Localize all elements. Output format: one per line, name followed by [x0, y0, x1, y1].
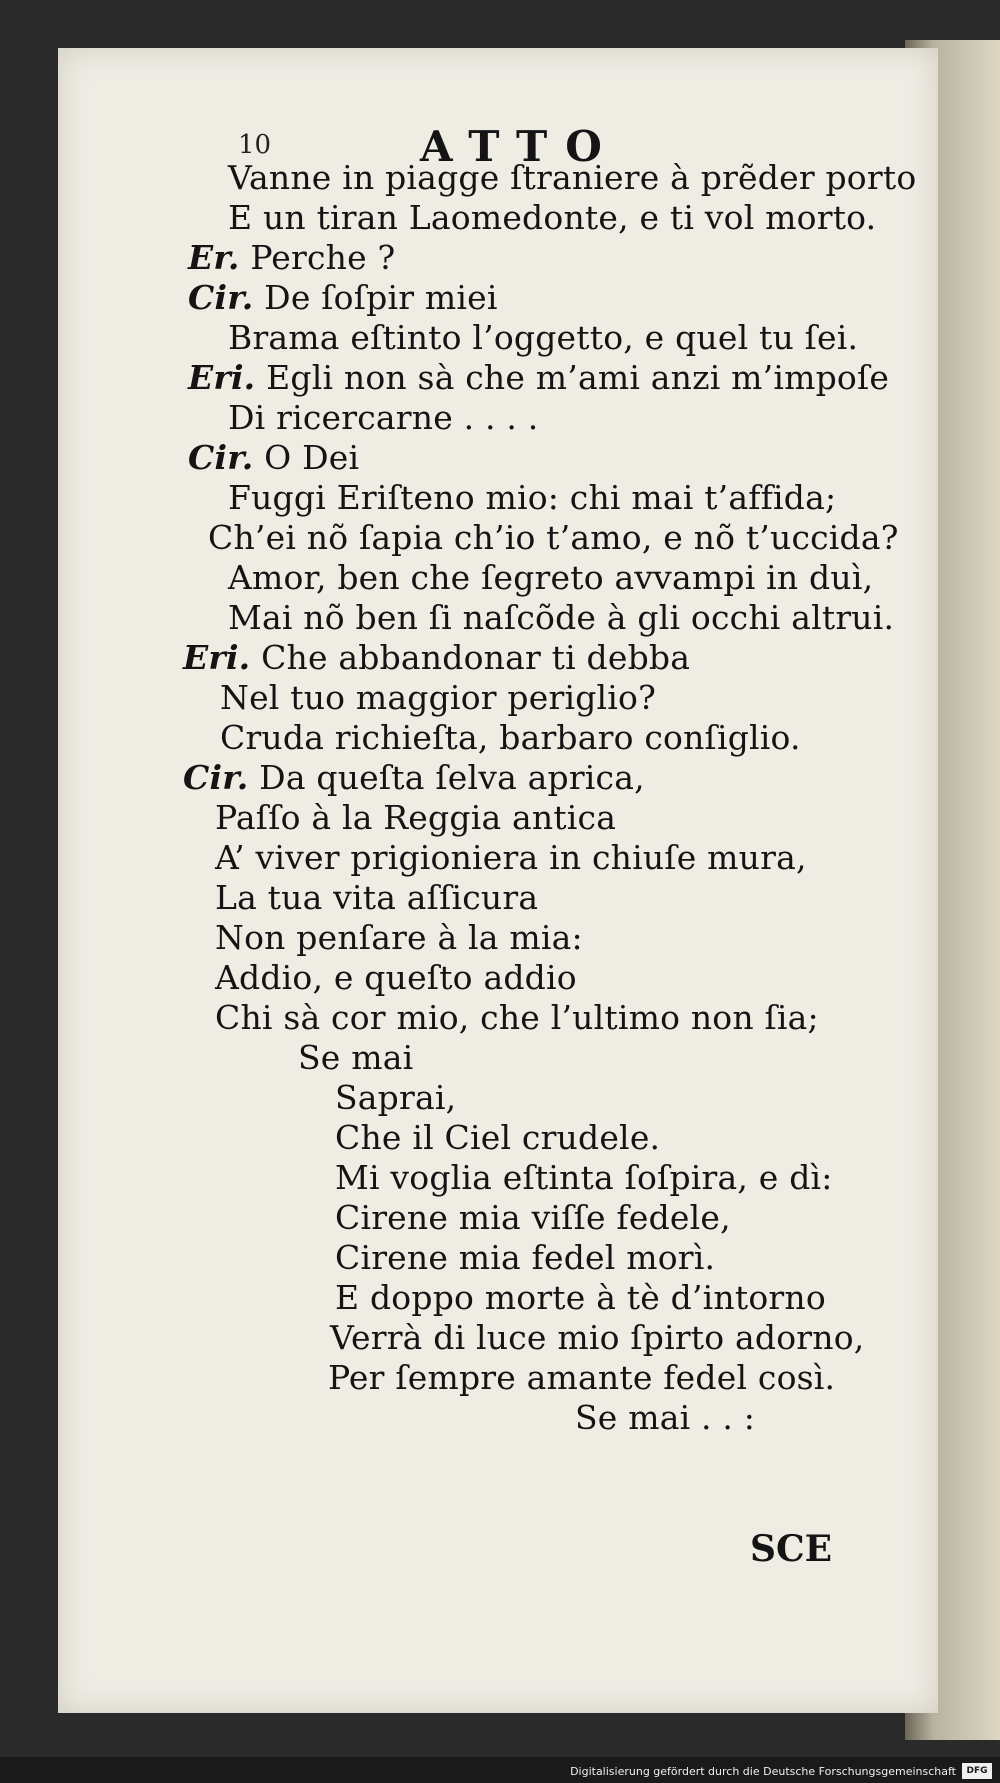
verse-line: Amor, ben che ſegreto avvampi in duì, — [228, 558, 874, 597]
verse-line: Per ſempre amante fedel così. — [328, 1358, 836, 1397]
verse-line: E un tiran Laomedonte, e ti vol morto. — [228, 198, 877, 237]
verse-line: Eri. Egli non sà che m’ami anzi m’impoſe — [188, 358, 890, 397]
verse-line: La tua vita aſſicura — [215, 878, 539, 917]
verse-line: Eri. Che abbandonar ti debba — [183, 638, 691, 677]
dfg-logo: DFG — [962, 1763, 992, 1779]
verse-line: Ch’ei nõ ſapia ch’io t’amo, e nõ t’uccida? — [208, 518, 899, 557]
verse-line: Er. Perche ? — [188, 238, 396, 277]
speaker-label: Eri. — [183, 638, 251, 677]
verse-line: E doppo morte à tè d’intorno — [335, 1278, 826, 1317]
page-number: 10 — [238, 130, 272, 160]
speaker-label: Cir. — [183, 758, 249, 797]
verse-line: Di ricercarne . . . . — [228, 398, 539, 437]
verse-line: Fuggi Eriſteno mio: chi mai t’affida; — [228, 478, 837, 517]
verse-line: Mai nõ ben ſi naſcõde à gli occhi altrui. — [228, 598, 895, 637]
verse-line: Cir. Da queſta ſelva aprica, — [183, 758, 645, 797]
catchword: SCE — [750, 1528, 833, 1570]
speaker-label: Cir. — [188, 438, 254, 477]
verse-line: Mi voglia eſtinta ſoſpira, e dì: — [335, 1158, 833, 1197]
speaker-label: Eri. — [188, 358, 256, 397]
verse-line: Paſſo à la Reggia antica — [215, 798, 617, 837]
verse-line: A’ viver prigioniera in chiuſe mura, — [215, 838, 807, 877]
verse-line: Cruda richieſta, barbaro conſiglio. — [220, 718, 801, 757]
verse-line: Nel tuo maggior periglio? — [220, 678, 656, 717]
verse-line: Chi sà cor mio, che l’ultimo non ſia; — [215, 998, 819, 1037]
verse-line: Addio, e queſto addio — [215, 958, 577, 997]
verse-line: Se mai — [298, 1038, 414, 1077]
running-head: ATTO — [420, 122, 620, 171]
verse-line: Cirene mia viſſe fedele, — [335, 1198, 731, 1237]
speaker-label: Cir. — [188, 278, 254, 317]
verse-line: Brama eſtinto l’oggetto, e quel tu ſei. — [228, 318, 859, 357]
verse-line: Che il Ciel crudele. — [335, 1118, 661, 1157]
verse-line: Cir. O Dei — [188, 438, 360, 477]
verse-line: Cirene mia fedel morì. — [335, 1238, 716, 1277]
verse-line: Cir. De ſoſpir miei — [188, 278, 498, 317]
verse-line: Se mai . . : — [575, 1398, 756, 1437]
verse-line: Saprai, — [335, 1078, 457, 1117]
verse-line: Non penſare à la mia: — [215, 918, 583, 957]
speaker-label: Er. — [188, 238, 240, 277]
footer-bar — [0, 1757, 1000, 1783]
verse-line: Vanne in piagge ſtraniere à prẽder porto — [228, 158, 917, 197]
verse-line: Verrà di luce mio ſpirto adorno, — [330, 1318, 865, 1357]
footer-credit: Digitalisierung gefördert durch die Deutsche Forschungsgemeinschaft — [570, 1765, 956, 1778]
